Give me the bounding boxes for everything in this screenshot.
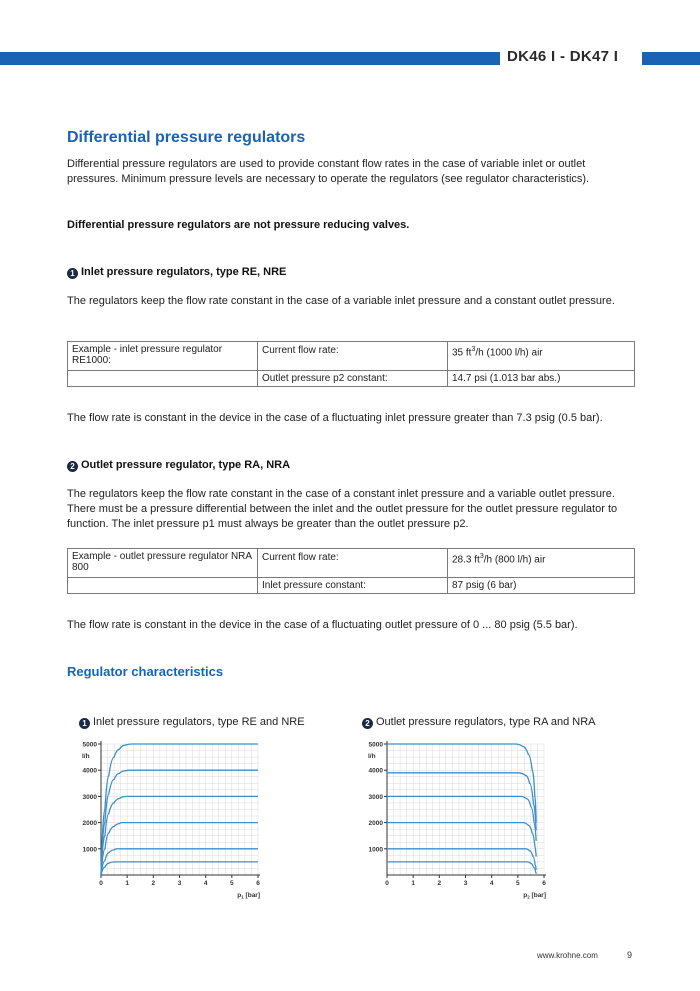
- chart-2-title-text: Outlet pressure regulators, type RA and NRA: [376, 716, 596, 728]
- flow-value-suffix: /h (1000 l/h) air: [475, 347, 543, 359]
- series-line: [387, 823, 536, 857]
- x-tick-label: 1: [125, 880, 129, 887]
- table-cell-value: [448, 342, 635, 371]
- y-tick-label: 3000: [368, 793, 383, 801]
- header-accent-bar-left: [0, 52, 500, 65]
- y-tick-label: 1000: [82, 846, 97, 854]
- y-tick-label: 4000: [368, 767, 383, 775]
- inlet-heading-text: Inlet pressure regulators, type RE, NRE: [81, 266, 287, 278]
- table-cell-empty: [68, 578, 258, 594]
- y-tick-label: 1000: [368, 846, 383, 854]
- flow-value-superscript: 3: [479, 553, 484, 560]
- x-tick-label: 6: [256, 880, 260, 887]
- table-cell-label: Inlet pressure constant:: [258, 578, 448, 594]
- chart-grid: [101, 744, 258, 875]
- y-tick-label: 5000: [368, 741, 383, 749]
- flow-value-prefix: 35 ft: [452, 347, 472, 359]
- table-row: [68, 578, 635, 594]
- table-cell-example: Example - outlet pressure regulator NRA 800: [68, 549, 258, 578]
- y-axis-label: l/h: [368, 753, 376, 760]
- intro-paragraph: Differential pressure regulators are used to provide constant flow rates in the case of variable inlet or outlet pressures. Minimum pressure levels are necessary to operate the regulators (see regulator characteristics).: [67, 158, 590, 185]
- y-axis-label: l/h: [82, 753, 90, 760]
- flow-value-superscript: 3: [471, 346, 476, 353]
- chart-2-title: [362, 716, 596, 729]
- flow-value-prefix: 28.3 ft: [452, 554, 480, 566]
- inlet-after-text: The flow rate is constant in the device in the case of a fluctuating inlet pressure greater than 7.3 psig (0.5 bar).: [67, 412, 603, 424]
- header-accent-bar-right: [642, 52, 700, 65]
- chart-1-title-text: Inlet pressure regulators, type RE and NRE: [93, 716, 305, 728]
- note-text: Differential pressure regulators are not pressure reducing valves.: [67, 219, 410, 231]
- table-cell-empty: [68, 371, 258, 387]
- table-cell-label: Outlet pressure p2 constant:: [258, 371, 448, 387]
- table-cell-label: Current flow rate:: [258, 342, 448, 371]
- document-title: DK46 I - DK47 I: [507, 48, 619, 65]
- y-tick-label: 3000: [82, 793, 97, 801]
- outlet-after-text: The flow rate is constant in the device in the case of a fluctuating outlet pressure of 0 ... 80 psig (5.5 bar).: [67, 619, 578, 631]
- x-tick-label: 0: [385, 880, 389, 887]
- table-cell-value: 87 psig (6 bar): [448, 578, 635, 594]
- outlet-paragraph: The regulators keep the flow rate constant in the case of a constant inlet pressure and a variable outlet pressure. There must be a pressure differential between the inlet and the outlet pressure for the outlet pressure regulator to function. The inlet pressure p1 must always be greater than the outlet pressure p2.: [67, 488, 618, 530]
- table-cell-example: Example - inlet pressure regulator RE1000:: [68, 342, 258, 371]
- y-tick-label: 5000: [82, 741, 97, 749]
- section-title: Differential pressure regulators: [67, 129, 306, 146]
- x-tick-label: 6: [542, 880, 546, 887]
- x-tick-label: 4: [203, 880, 208, 887]
- number-2-icon: 2: [362, 718, 373, 729]
- x-tick-label: 1: [411, 880, 415, 887]
- x-tick-label: 0: [99, 880, 103, 887]
- x-tick-label: 5: [230, 880, 234, 887]
- flow-value-suffix: /h (800 l/h) air: [483, 554, 546, 566]
- outlet-regulator-chart: [352, 732, 572, 907]
- footer-url[interactable]: www.krohne.com: [537, 951, 598, 960]
- x-axis-label: $p_2$ [bar]: [523, 892, 546, 900]
- series-line: [387, 773, 536, 831]
- characteristics-title: Regulator characteristics: [67, 664, 224, 679]
- page-number: 9: [627, 950, 633, 960]
- inlet-regulator-chart: [66, 732, 286, 907]
- x-tick-label: 2: [437, 880, 442, 887]
- table-row: [68, 371, 635, 387]
- x-tick-label: 2: [151, 880, 156, 887]
- y-tick-label: 2000: [368, 820, 383, 828]
- series-line: [387, 849, 536, 870]
- outlet-heading-text: Outlet pressure regulator, type RA, NRA: [81, 459, 291, 471]
- x-tick-label: 3: [177, 880, 182, 887]
- y-tick-label: 4000: [82, 767, 97, 775]
- inlet-heading: [67, 266, 286, 279]
- number-1-icon: 1: [79, 718, 90, 729]
- y-tick-label: 2000: [82, 820, 97, 828]
- x-tick-label: 3: [463, 880, 468, 887]
- table-cell-value: [448, 549, 635, 578]
- number-1-icon: 1: [67, 268, 78, 279]
- number-2-icon: 2: [67, 461, 78, 472]
- table-cell-label: Current flow rate:: [258, 549, 448, 578]
- x-tick-label: 4: [489, 880, 494, 887]
- inlet-example-table: [67, 341, 635, 387]
- x-axis-label: $p_1$ [bar]: [237, 892, 260, 900]
- outlet-heading: [67, 459, 290, 472]
- chart-1-title: [79, 716, 305, 729]
- table-row: [68, 342, 635, 371]
- inlet-paragraph: The regulators keep the flow rate constant in the case of a variable inlet pressure and a constant outlet pressure.: [67, 295, 615, 307]
- x-tick-label: 5: [516, 880, 520, 887]
- series-line: [387, 862, 536, 874]
- table-cell-value: 14.7 psi (1.013 bar abs.): [448, 371, 635, 387]
- chart-grid: [387, 744, 544, 875]
- outlet-example-table: [67, 548, 635, 594]
- table-row: [68, 549, 635, 578]
